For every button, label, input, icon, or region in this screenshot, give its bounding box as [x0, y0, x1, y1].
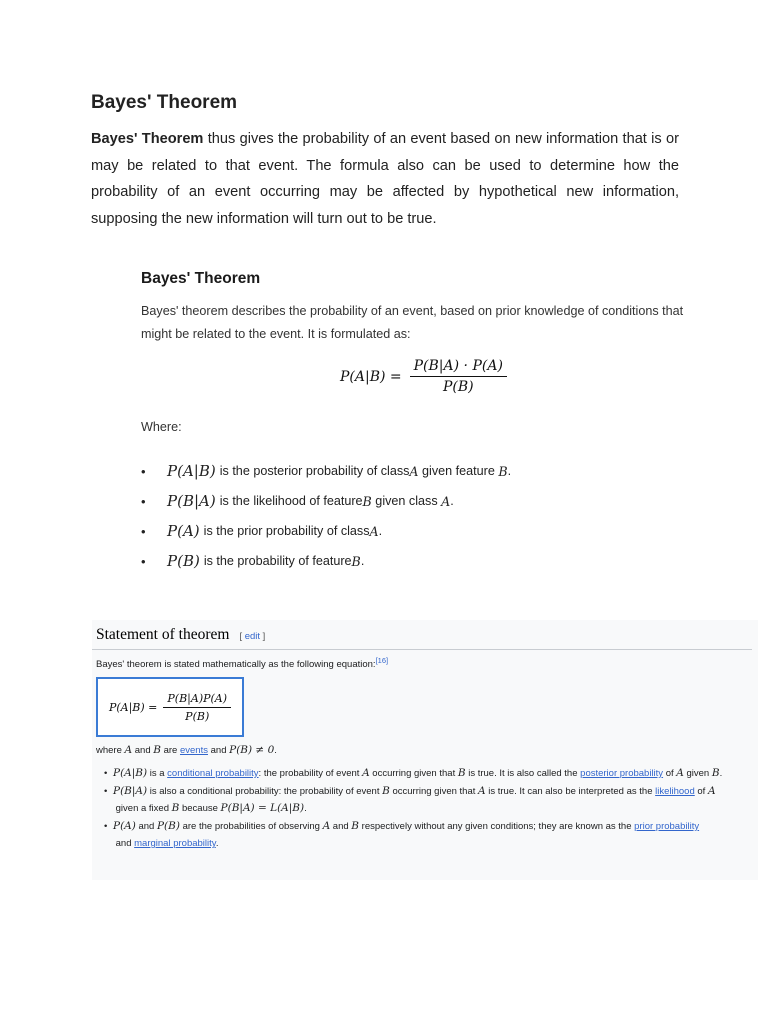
- math-var: B: [362, 493, 372, 509]
- text: .: [274, 745, 277, 756]
- intro-bold-term: Bayes' Theorem: [91, 131, 204, 147]
- text: and: [330, 821, 352, 832]
- list-item-text: is the posterior probability of class: [219, 464, 410, 478]
- math-var: A: [478, 785, 486, 797]
- prior-probability-link[interactable]: prior probability: [634, 821, 700, 832]
- bayes-formula: [340, 358, 507, 395]
- text: occurring given that: [389, 786, 479, 797]
- text: is true. It can also be interpreted as the: [485, 786, 656, 797]
- math-var: B: [711, 767, 720, 779]
- formula-numerator: P(B|A)P(A): [163, 692, 231, 708]
- wiki-section-title: Statement of theorem: [96, 626, 230, 643]
- math-expression: P(B|A) = L(A|B): [220, 802, 305, 814]
- posterior-probability-link[interactable]: posterior probability: [580, 768, 664, 779]
- edit-bracket-open: [: [239, 631, 245, 642]
- page-title: Bayes' Theorem: [91, 92, 238, 113]
- formula-fraction: [410, 358, 507, 395]
- formula-fraction: [163, 692, 231, 723]
- wiki-formula-box: [96, 677, 244, 737]
- intro-text: thus gives the probability of an event based on new information that is or may be related to that event. The formula also can be used to determine how the probability of an event occurring may be affected by hypothetical new information, supposing the new information will turn out to be true.: [91, 131, 679, 227]
- math-var: B: [457, 767, 466, 779]
- text: are the probabilities of observing: [179, 821, 323, 832]
- definition-list: [141, 456, 511, 576]
- list-item-text: is the probability of feature: [203, 554, 352, 568]
- bullet-icon: •: [141, 493, 146, 509]
- text: occurring given that: [369, 768, 458, 779]
- list-item-text: is the likelihood of feature: [219, 494, 363, 508]
- events-link[interactable]: events: [179, 745, 208, 756]
- edit-link[interactable]: edit: [244, 631, 261, 642]
- card-title: Bayes' Theorem: [141, 270, 261, 287]
- text: where: [96, 745, 125, 756]
- citation-link[interactable]: [16]: [375, 656, 389, 665]
- list-item-end: .: [360, 554, 365, 568]
- text: and: [135, 821, 157, 832]
- list-item: [104, 783, 744, 817]
- list-item-end: .: [450, 494, 454, 508]
- edit-bracket-close: ]: [260, 631, 266, 642]
- math-expression: P(B): [156, 820, 180, 832]
- text: given: [683, 768, 712, 779]
- text: of: [694, 786, 708, 797]
- math-var: A: [707, 785, 716, 797]
- math-var: B: [351, 820, 360, 832]
- bullet-icon: •: [141, 523, 146, 539]
- formula-denominator: P(B): [185, 709, 210, 723]
- wiki-section-header: [96, 626, 265, 644]
- wiki-excerpt: [92, 620, 758, 880]
- bullet-icon: •: [141, 553, 146, 569]
- list-item: [104, 818, 744, 852]
- math-var: A: [124, 744, 133, 756]
- text: : the probability of event: [258, 768, 363, 779]
- text: .: [719, 768, 723, 779]
- math-var: A: [676, 767, 684, 779]
- math-var: B: [153, 744, 161, 756]
- text: .: [215, 838, 219, 849]
- text: is also a conditional probability: the probability of event: [147, 786, 383, 797]
- text: are: [160, 745, 180, 756]
- list-item-text: is the prior probability of class: [203, 524, 370, 538]
- marginal-probability-link[interactable]: marginal probability: [134, 838, 216, 849]
- where-label: Where:: [141, 420, 182, 434]
- wiki-where-line: [96, 744, 277, 756]
- text: given a fixed: [113, 803, 172, 814]
- edit-section: [239, 631, 265, 642]
- bullet-icon: •: [141, 463, 146, 479]
- math-expression: P(B) ≠ 0: [229, 744, 275, 756]
- section-divider: [92, 649, 752, 650]
- math-expression: P(A): [113, 820, 136, 832]
- list-item: [141, 456, 511, 486]
- conditional-probability-link[interactable]: conditional probability: [167, 768, 259, 779]
- math-var: A: [369, 523, 379, 539]
- list-item-text: given feature: [418, 464, 499, 478]
- formula-denominator: P(B): [442, 379, 474, 395]
- math-var: B: [382, 785, 390, 797]
- math-expression: P(B|A): [167, 492, 216, 510]
- formula-lhs: P(A|B) =: [108, 700, 158, 714]
- list-item: [141, 546, 511, 576]
- text: and: [132, 745, 154, 756]
- statement-text: Bayes' theorem is stated mathematically as the following equation:: [96, 659, 376, 671]
- math-var: B: [171, 802, 180, 814]
- math-expression: P(B): [167, 552, 200, 570]
- formula-lhs: P(A|B) =: [340, 368, 402, 385]
- text: .: [304, 803, 307, 814]
- likelihood-link[interactable]: likelihood: [655, 786, 695, 797]
- math-var: B: [498, 463, 508, 479]
- intro-paragraph: [91, 126, 679, 232]
- list-item-text: given class: [371, 494, 442, 508]
- math-var: A: [441, 493, 451, 509]
- math-var: A: [362, 767, 370, 779]
- text: is a: [147, 768, 168, 779]
- list-item: [104, 765, 744, 782]
- list-item-end: .: [378, 524, 383, 538]
- math-expression: P(A|B): [167, 462, 216, 480]
- list-item-end: .: [507, 464, 512, 478]
- formula-numerator: P(B|A) · P(A): [410, 358, 507, 377]
- math-var: A: [322, 820, 331, 832]
- text: respectively without any given conditions; they are known as the: [359, 821, 635, 832]
- wiki-definition-list: [104, 765, 744, 853]
- wiki-statement: [96, 656, 388, 670]
- list-item: [141, 516, 511, 546]
- math-var: B: [351, 553, 361, 569]
- text: and: [113, 838, 135, 849]
- card-description: Bayes' theorem describes the probability of an event, based on prior knowledge of conditions that might be related to the event. It is formulated as:: [141, 304, 684, 341]
- math-expression: P(A): [167, 522, 200, 540]
- list-item: [141, 486, 511, 516]
- text: is true. It is also called the: [465, 768, 581, 779]
- text: of: [663, 768, 677, 779]
- math-expression: P(A|B): [113, 767, 148, 779]
- math-expression: P(B|A): [113, 785, 148, 797]
- text: and: [207, 745, 230, 756]
- text: because: [179, 803, 221, 814]
- math-var: A: [409, 463, 419, 479]
